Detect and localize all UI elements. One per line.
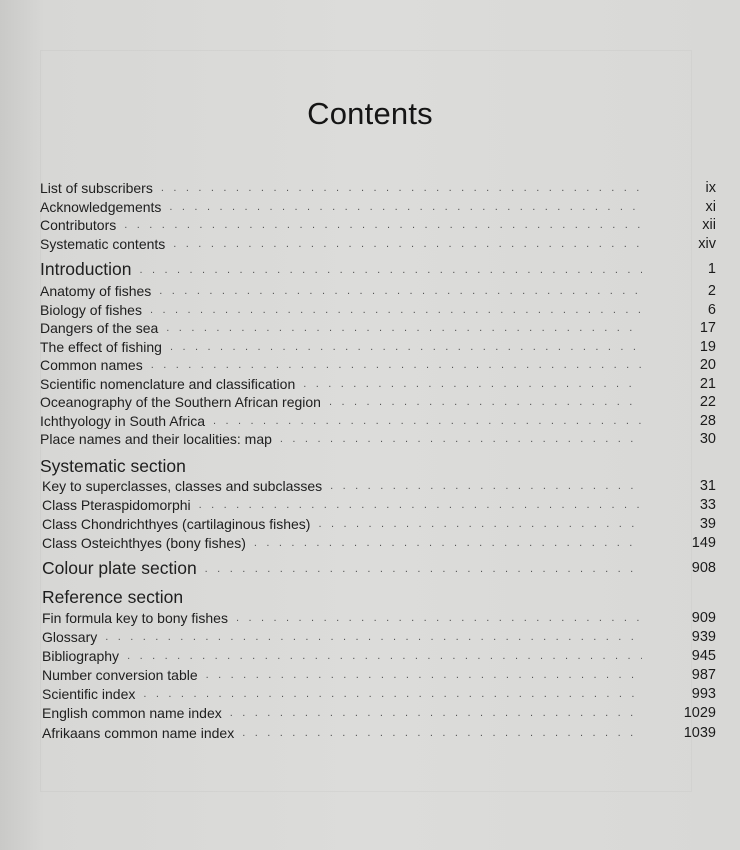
toc-label: Afrikaans common name index (42, 725, 235, 741)
toc-entry[interactable] (40, 373, 716, 393)
toc-entry[interactable] (42, 645, 716, 665)
toc-page-number: 20 (699, 357, 716, 373)
toc-page-number: 1 (707, 261, 716, 277)
page-title: Contents (307, 96, 433, 131)
toc-label: Glossary (42, 629, 98, 645)
toc-entry[interactable] (42, 722, 716, 742)
toc-page-number: 1039 (683, 725, 716, 741)
toc-entry[interactable] (40, 336, 716, 356)
toc-label: Dangers of the sea (40, 320, 159, 336)
dot-leader (124, 217, 642, 234)
dot-leader (199, 497, 642, 514)
toc-page-number: 30 (699, 431, 716, 447)
dot-leader (230, 705, 642, 722)
toc-label: Biology of fishes (40, 302, 142, 318)
toc-label: Ichthyology in South Africa (40, 413, 205, 429)
toc-page-number: 987 (691, 667, 716, 683)
toc-label: Systematic contents (40, 236, 166, 252)
dot-leader (318, 516, 642, 533)
toc-page-number: 1029 (683, 705, 716, 721)
toc-entry[interactable] (42, 607, 716, 627)
toc-entry[interactable] (40, 280, 716, 300)
toc-entry[interactable] (42, 532, 716, 552)
toc-page-number: 39 (699, 516, 716, 532)
dot-leader (105, 629, 642, 646)
toc-entry[interactable] (40, 428, 716, 448)
toc-page-number: 6 (707, 302, 716, 318)
toc-entry[interactable] (40, 233, 716, 253)
dot-leader (329, 394, 642, 411)
toc-page-number: 21 (699, 376, 716, 392)
dot-leader (173, 236, 642, 253)
toc-page-number: ix (705, 180, 716, 196)
dot-leader (205, 561, 642, 578)
toc-page-number: 31 (699, 478, 716, 494)
toc-page-number: 993 (691, 686, 716, 702)
section-heading: Systematic section (40, 456, 186, 476)
toc-entry[interactable] (40, 196, 716, 216)
dot-leader (159, 283, 642, 300)
toc-label: Key to superclasses, classes and subclasses (42, 478, 323, 494)
toc-page-number: xii (702, 217, 716, 233)
dot-leader (280, 431, 642, 448)
toc-label: Contributors (40, 217, 117, 233)
toc-label: Bibliography (42, 648, 120, 664)
toc-page-number: 908 (691, 560, 716, 576)
toc-entry[interactable] (40, 299, 716, 319)
dot-leader (254, 535, 642, 552)
toc-entry[interactable] (42, 513, 716, 533)
toc-page-number: 939 (691, 629, 716, 645)
toc-label: Place names and their localities: map (40, 431, 272, 447)
section-heading: Reference section (42, 587, 184, 607)
toc-page-number: 28 (699, 413, 716, 429)
toc-entry[interactable] (40, 354, 716, 374)
toc-page-number: 17 (699, 320, 716, 336)
toc-entry[interactable] (42, 626, 716, 646)
toc-page-number: 909 (691, 610, 716, 626)
dot-leader (242, 725, 642, 742)
toc-entry[interactable] (40, 177, 716, 197)
toc-entry[interactable] (42, 664, 716, 684)
dot-leader (161, 180, 642, 197)
toc-entry[interactable] (42, 494, 716, 514)
toc-label: Number conversion table (42, 667, 198, 683)
toc-entry[interactable] (42, 475, 716, 495)
toc-entry[interactable] (42, 702, 716, 722)
toc-label: Oceanography of the Southern African region (40, 394, 321, 410)
dot-leader (206, 667, 642, 684)
dot-leader (330, 478, 642, 495)
dot-leader (139, 262, 642, 279)
toc-label: Class Osteichthyes (bony fishes) (42, 535, 246, 551)
section-heading: Introduction (40, 259, 132, 279)
toc-entry[interactable] (40, 391, 716, 411)
toc-entry[interactable] (40, 410, 716, 430)
toc-section-introduction[interactable] (40, 259, 716, 279)
dot-leader (236, 610, 642, 627)
dot-leader (127, 648, 642, 665)
toc-label: Anatomy of fishes (40, 283, 152, 299)
toc-label: Class Chondrichthyes (cartilaginous fishes) (42, 516, 311, 532)
toc-label: List of subscribers (40, 180, 153, 196)
toc-label: The effect of fishing (40, 339, 162, 355)
toc-entry[interactable] (40, 214, 716, 234)
toc-label: Acknowledgements (40, 199, 162, 215)
toc-label: Fin formula key to bony fishes (42, 610, 228, 626)
toc-label: Common names (40, 357, 143, 373)
toc-page-number: 33 (699, 497, 716, 513)
toc-page-number: 19 (699, 339, 716, 355)
dot-leader (151, 357, 642, 374)
toc-page-number: 945 (691, 648, 716, 664)
toc-page-number: xi (705, 199, 716, 215)
toc-page-number: 149 (691, 535, 716, 551)
toc-page-number: 22 (699, 394, 716, 410)
dot-leader (166, 320, 642, 337)
toc-label: Scientific nomenclature and classification (40, 376, 296, 392)
toc-label: Scientific index (42, 686, 136, 702)
toc-page-number: 2 (707, 283, 716, 299)
toc-entry[interactable] (40, 317, 716, 337)
section-heading: Colour plate section (42, 558, 197, 578)
toc-section-colour-plate[interactable] (42, 558, 716, 578)
toc-entry[interactable] (42, 683, 716, 703)
toc-page-number: xiv (698, 236, 716, 252)
toc-label: English common name index (42, 705, 222, 721)
dot-leader (143, 686, 642, 703)
toc-label: Class Pteraspidomorphi (42, 497, 191, 513)
